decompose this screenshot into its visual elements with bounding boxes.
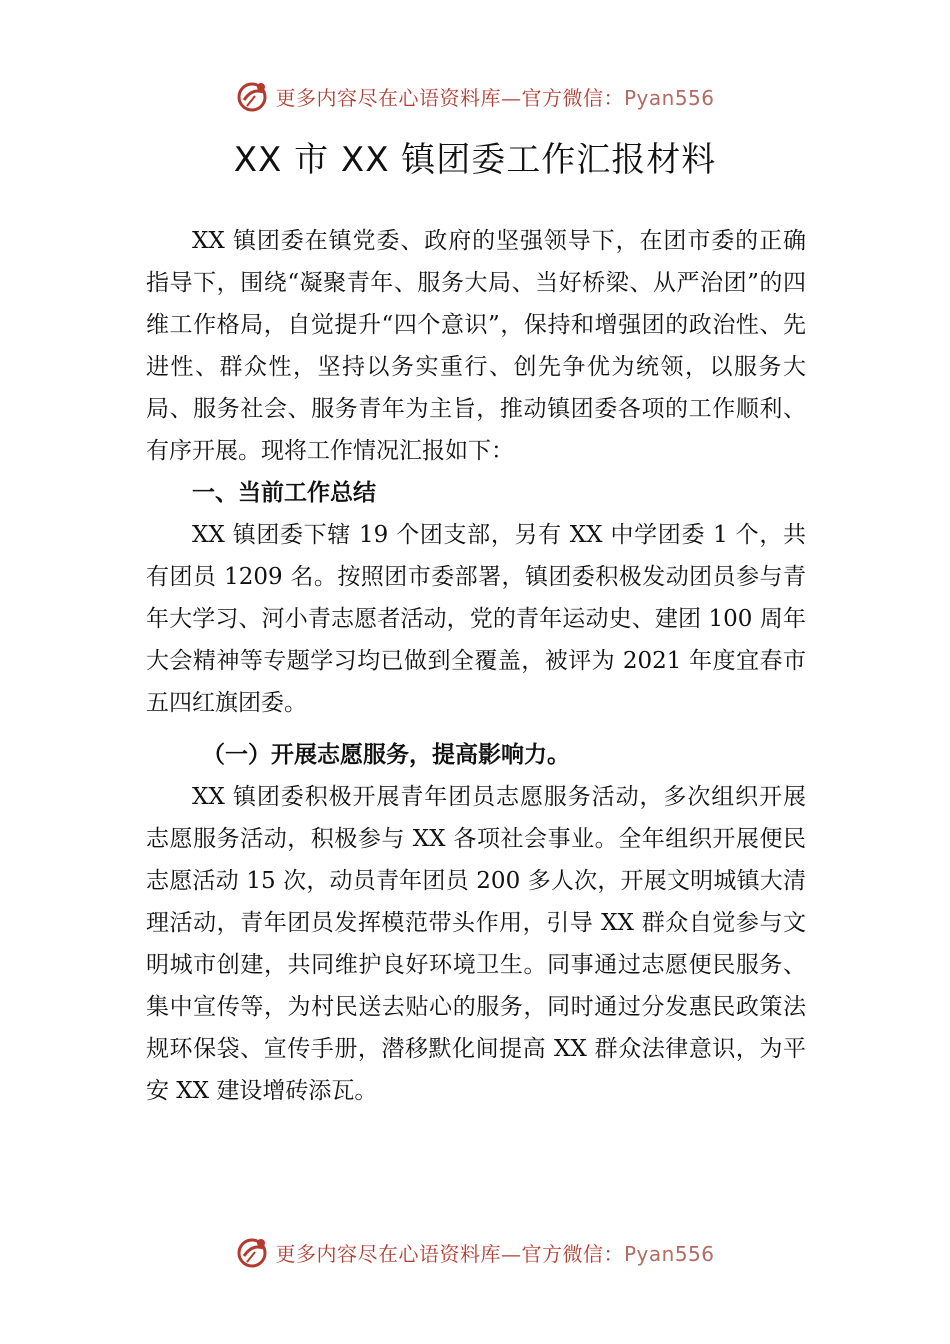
- brand-logo-icon: [235, 78, 271, 114]
- banner-text: [275, 1238, 714, 1267]
- subsection-heading: （一）开展志愿服务，提高影响力。: [202, 742, 570, 768]
- section-paragraph: XX 镇团委下辖 19 个团支部，另有 XX 中学团委 1 个，共有团员 1209 名。按照团市委部署，镇团委积极发动团员参与青年大学习、河小青志愿者活动，党的青年运动史、建团 100 周年大会精神等专题学习均已做到全覆盖，被评为 2021 年度宜春市五四红旗团委。: [146, 522, 806, 716]
- banner-wechat-label: 官方微信：: [521, 85, 624, 110]
- banner-dash: —: [500, 85, 522, 110]
- document-body: [146, 220, 806, 1112]
- footer-banner: [0, 1230, 950, 1274]
- banner-slogan: 更多内容尽在心语资料库: [275, 85, 501, 110]
- intro-paragraph: XX 镇团委在镇党委、政府的坚强领导下，在团市委的正确指导下，围绕“凝聚青年、服务大局、当好桥梁、从严治团”的四维工作格局，自觉提升“四个意识”，保持和增强团的政治性、先进性、群众性，坚持以务实重行、创先争优为统领，以服务大局、服务社会、服务青年为主旨，推动镇团委各项的工作顺利、有序开展。现将工作情况汇报如下：: [146, 228, 806, 464]
- document-title: XX 市 XX 镇团委工作汇报材料: [233, 140, 717, 180]
- section-heading: 一、当前工作总结: [192, 480, 376, 506]
- banner-text: [275, 82, 714, 111]
- brand-logo-icon: [235, 1234, 271, 1270]
- banner-dash: —: [500, 1241, 522, 1266]
- banner-wechat-label: 官方微信：: [521, 1241, 624, 1266]
- banner-wechat-id: Pyan556: [623, 1241, 715, 1266]
- banner-slogan: 更多内容尽在心语资料库: [275, 1241, 501, 1266]
- subsection-paragraph: XX 镇团委积极开展青年团员志愿服务活动，多次组织开展志愿服务活动，积极参与 XX 各项社会事业。全年组织开展便民志愿活动 15 次，动员青年团员 200 多人次，开展文明城镇大清理活动，青年团员发挥模范带头作用，引导 XX 群众自觉参与文明城市创建，共同维护良好环境卫生。同事通过志愿便民服务、集中宣传等，为村民送去贴心的服务，同时通过分发惠民政策法规环保袋、宣传手册，潜移默化间提高 XX 群众法律意识，为平安 XX 建设增砖添瓦。: [146, 784, 806, 1104]
- banner-wechat-id: Pyan556: [623, 85, 715, 110]
- header-banner: [0, 74, 950, 118]
